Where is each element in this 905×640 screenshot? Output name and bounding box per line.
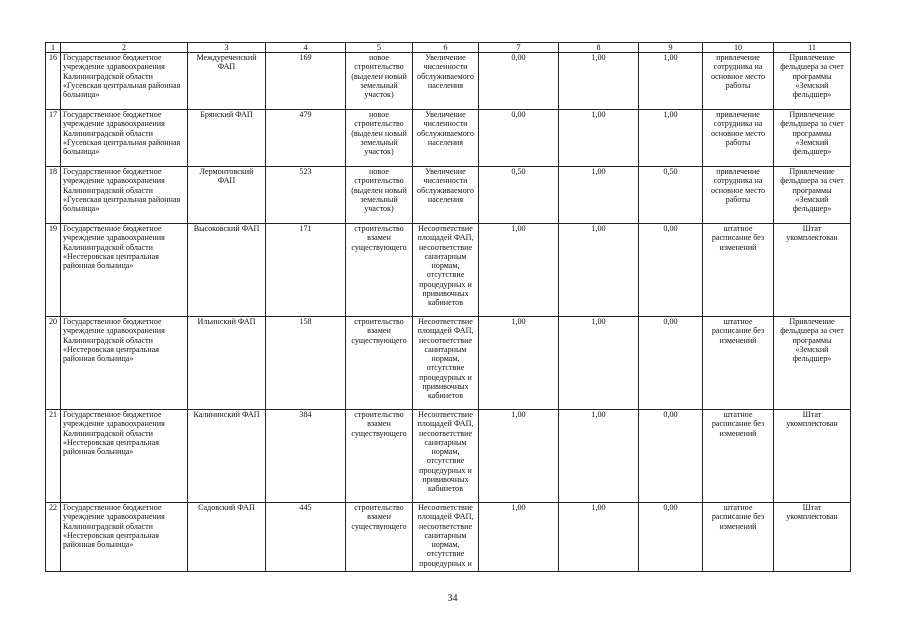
column-number-4: 4 [266,43,346,53]
population: 171 [266,224,346,317]
construction-type: строительство взамен существующего [346,317,413,410]
staffing-action: штатное расписание без изменений [703,503,774,572]
column-number-10: 10 [703,43,774,53]
column-number-2: 2 [61,43,188,53]
table-row [46,110,851,167]
table-row [46,53,851,110]
table-row [46,167,851,224]
staffing-note: Привлечение фельдшера за счет программы «Земский фельдшер» [774,110,851,167]
value-col-9: 1,00 [639,110,703,167]
staffing-note: Штат укомплектован [774,410,851,503]
page-number: 34 [447,593,458,604]
population: 479 [266,110,346,167]
value-col-9: 0,00 [639,224,703,317]
population: 445 [266,503,346,572]
construction-type: строительство взамен существующего [346,224,413,317]
table-row [46,224,851,317]
header-row [46,43,851,53]
staffing-note: Привлечение фельдшера за счет программы «Земский фельдшер» [774,167,851,224]
value-col-9: 0,00 [639,503,703,572]
construction-type: строительство взамен существующего [346,410,413,503]
reason: Несоответствие площадей ФАП, несоответствие санитарным нормам, отсутствие процедурных и прививочных кабинетов [413,224,479,317]
column-number-5: 5 [346,43,413,53]
column-number-3: 3 [188,43,266,53]
reason: Несоответствие площадей ФАП, несоответствие санитарным нормам, отсутствие процедурных и прививочных кабинетов [413,410,479,503]
value-col-7: 1,00 [479,410,559,503]
value-col-8: 1,00 [559,224,639,317]
value-col-7: 0,00 [479,53,559,110]
staffing-note: Штат укомплектован [774,224,851,317]
value-col-8: 1,00 [559,167,639,224]
data-table [45,42,851,572]
value-col-9: 0,00 [639,317,703,410]
column-number-1: 1 [46,43,61,53]
staffing-note: Привлечение фельдшера за счет программы «Земский фельдшер» [774,53,851,110]
row-number: 19 [46,224,61,317]
construction-type: строительство взамен существующего [346,503,413,572]
construction-type: новое строительство (выделен новый земельный участок) [346,110,413,167]
table-row [46,317,851,410]
table-row [46,503,851,572]
fap-name: Лермонтовский ФАП [188,167,266,224]
institution-name: Государственное бюджетное учреждение здравоохранения Калининградской области «Гусевская центральная районная больница» [61,53,188,110]
reason: Увеличение численности обслуживаемого населения [413,167,479,224]
column-number-11: 11 [774,43,851,53]
population: 523 [266,167,346,224]
reason: Несоответствие площадей ФАП, несоответствие санитарным нормам, отсутствие процедурных и прививочных кабинетов [413,317,479,410]
construction-type: новое строительство (выделен новый земельный участок) [346,53,413,110]
population: 384 [266,410,346,503]
institution-name: Государственное бюджетное учреждение здравоохранения Калининградской области «Нестеровская центральная районная больница» [61,317,188,410]
value-col-8: 1,00 [559,110,639,167]
value-col-7: 1,00 [479,317,559,410]
value-col-8: 1,00 [559,317,639,410]
row-number: 17 [46,110,61,167]
institution-name: Государственное бюджетное учреждение здравоохранения Калининградской области «Нестеровская центральная районная больница» [61,503,188,572]
fap-name: Междуреченский ФАП [188,53,266,110]
staffing-action: привлечение сотрудника на основное место работы [703,110,774,167]
value-col-9: 0,00 [639,410,703,503]
fap-name: Калининский ФАП [188,410,266,503]
row-number: 22 [46,503,61,572]
population: 169 [266,53,346,110]
institution-name: Государственное бюджетное учреждение здравоохранения Калининградской области «Гусевская центральная районная больница» [61,110,188,167]
row-number: 18 [46,167,61,224]
staffing-note: Штат укомплектован [774,503,851,572]
value-col-7: 0,50 [479,167,559,224]
staffing-note: Привлечение фельдшера за счет программы «Земский фельдшер» [774,317,851,410]
value-col-9: 0,50 [639,167,703,224]
column-number-9: 9 [639,43,703,53]
staffing-action: привлечение сотрудника на основное место работы [703,53,774,110]
fap-name: Садовский ФАП [188,503,266,572]
construction-type: новое строительство (выделен новый земельный участок) [346,167,413,224]
reason: Увеличение численности обслуживаемого населения [413,110,479,167]
table-row [46,410,851,503]
fap-name: Ильинский ФАП [188,317,266,410]
staffing-action: привлечение сотрудника на основное место работы [703,167,774,224]
institution-name: Государственное бюджетное учреждение здравоохранения Калининградской области «Гусевская центральная районная больница» [61,167,188,224]
row-number: 20 [46,317,61,410]
fap-name: Высоковский ФАП [188,224,266,317]
row-number: 16 [46,53,61,110]
institution-name: Государственное бюджетное учреждение здравоохранения Калининградской области «Нестеровская центральная районная больница» [61,224,188,317]
column-number-6: 6 [413,43,479,53]
reason: Несоответствие площадей ФАП, несоответствие санитарным нормам, отсутствие процедурных и [413,503,479,572]
value-col-8: 1,00 [559,503,639,572]
value-col-8: 1,00 [559,53,639,110]
population: 158 [266,317,346,410]
reason: Увеличение численности обслуживаемого населения [413,53,479,110]
value-col-9: 1,00 [639,53,703,110]
staffing-action: штатное расписание без изменений [703,224,774,317]
fap-name: Брянский ФАП [188,110,266,167]
value-col-7: 0,00 [479,110,559,167]
institution-name: Государственное бюджетное учреждение здравоохранения Калининградской области «Нестеровская центральная районная больница» [61,410,188,503]
value-col-7: 1,00 [479,224,559,317]
value-col-7: 1,00 [479,503,559,572]
column-number-8: 8 [559,43,639,53]
staffing-action: штатное расписание без изменений [703,317,774,410]
column-number-7: 7 [479,43,559,53]
row-number: 21 [46,410,61,503]
value-col-8: 1,00 [559,410,639,503]
staffing-action: штатное расписание без изменений [703,410,774,503]
